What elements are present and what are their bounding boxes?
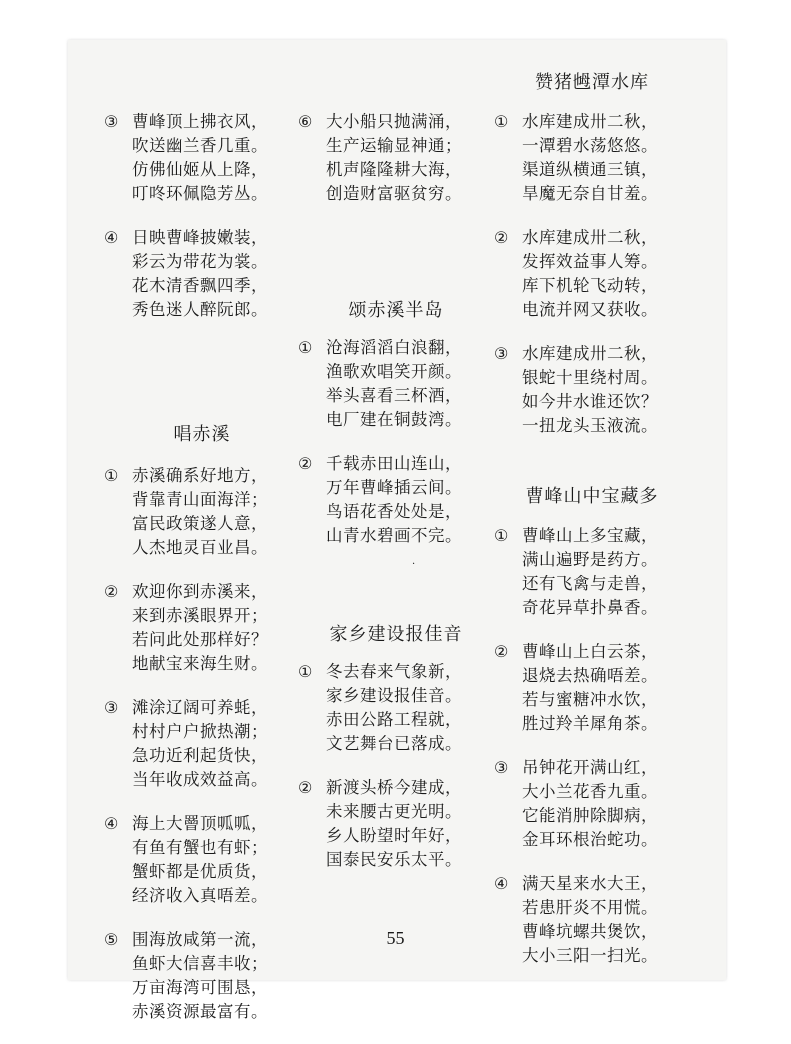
poem-title: 赞猪乸潭水库 (535, 72, 649, 93)
stanza-number: ③ (104, 112, 119, 131)
verse-line: 水库建成卅二秋， (522, 112, 658, 131)
verse-line: 围海放咸第一流， (132, 930, 268, 949)
stanza (102, 110, 302, 206)
verse-line: 花木清香飘四季， (132, 276, 268, 295)
stanza (102, 812, 302, 908)
stanza (102, 580, 302, 676)
verse-line: 千载赤田山连山， (326, 454, 462, 473)
stanza-number: ③ (494, 344, 509, 363)
verse-line: 新渡头桥今建成， (326, 778, 462, 797)
verse-line: 若患肝炎不用慌。 (522, 898, 658, 917)
stanza (296, 660, 496, 756)
stanza-number: ① (494, 526, 509, 545)
column-middle (296, 110, 496, 892)
verse-line: 万年曹峰插云间。 (326, 478, 462, 497)
stanza-number: ② (494, 642, 509, 661)
stanza-number: ② (494, 228, 509, 247)
stanza (102, 696, 302, 792)
verse-line: 有鱼有蟹也有虾； (132, 838, 268, 857)
verse-line: 一潭碧水荡悠悠。 (522, 136, 658, 155)
verse-line: 人杰地灵百业昌。 (132, 538, 268, 557)
stanza-number: ④ (104, 814, 119, 833)
verse-line: 渔歌欢唱笑开颜。 (326, 362, 462, 381)
verse-line: 曹峰顶上拂衣风， (132, 112, 268, 131)
verse-line: 曹峰坑螺共煲饮， (522, 922, 658, 941)
stanza (296, 452, 496, 548)
verse-line: 鸟语花香处处是， (326, 502, 462, 521)
column-right (492, 68, 692, 988)
verse-line: 库下机轮飞动转， (522, 276, 658, 295)
poem-title: 颂赤溪半岛 (348, 300, 444, 321)
verse-line: 赤溪资源最富有。 (132, 1002, 268, 1021)
stray-dot: . (412, 556, 416, 567)
verse-line: 退烧去热确唔差。 (522, 666, 658, 685)
verse-line: 富民政策遂人意， (132, 514, 268, 533)
verse-line: 若问此处那样好？ (132, 630, 268, 649)
verse-line: 未来腰古更光明。 (326, 802, 462, 821)
verse-line: 水库建成卅二秋， (522, 344, 658, 363)
verse-line: 国泰民安乐太平。 (326, 850, 462, 869)
verse-line: 若与蜜糖冲水饮， (522, 690, 658, 709)
stanza (492, 872, 692, 968)
verse-line: 村村户户掀热潮； (132, 722, 268, 741)
verse-line: 创造财富驱贫穷。 (326, 184, 462, 203)
verse-line: 当年收成效益高。 (132, 770, 268, 789)
verse-line: 仿佛仙姬从上降， (132, 160, 268, 179)
stanza (296, 336, 496, 432)
verse-line: 赤溪确系好地方， (132, 466, 268, 485)
verse-line: 满天星来水大王， (522, 874, 658, 893)
verse-line: 背靠青山面海洋； (132, 490, 268, 509)
stanza (492, 756, 692, 852)
verse-line: 奇花异草扑鼻香。 (522, 598, 658, 617)
verse-line: 生产运输显神通； (326, 136, 462, 155)
verse-line: 银蛇十里绕村周。 (522, 368, 658, 387)
stanza (102, 226, 302, 322)
verse-line: 来到赤溪眼界开； (132, 606, 268, 625)
stanza-number: ④ (494, 874, 509, 893)
verse-line: 海上大罾顶呱呱， (132, 814, 268, 833)
stanza-number: ⑥ (298, 112, 313, 131)
verse-line: 经济收入真唔差。 (132, 886, 268, 905)
stanza (492, 226, 692, 322)
verse-line: 日映曹峰披嫩装， (132, 228, 268, 247)
stanza-number: ① (494, 112, 509, 131)
column-left (102, 110, 302, 1044)
stanza-number: ③ (104, 698, 119, 717)
verse-line: 彩云为带花为裳。 (132, 252, 268, 271)
verse-line: 曹峰山上多宝藏， (522, 526, 658, 545)
verse-line: 吹送幽兰香几重。 (132, 136, 268, 155)
stanza-number: ② (298, 778, 313, 797)
stanza (492, 640, 692, 736)
verse-line: 家乡建设报佳音。 (326, 686, 462, 705)
verse-line: 曹峰山上白云茶， (522, 642, 658, 661)
verse-line: 鱼虾大信喜丰收； (132, 954, 268, 973)
verse-line: 蟹虾都是优质货， (132, 862, 268, 881)
stanza-number: ① (104, 466, 119, 485)
verse-line: 滩涂辽阔可养蚝， (132, 698, 268, 717)
verse-line: 发挥效益事人筹。 (522, 252, 658, 271)
stanza-number: ② (298, 454, 313, 473)
verse-line: 胜过羚羊犀角茶。 (522, 714, 658, 733)
verse-line: 它能消肿除脚病， (522, 806, 658, 825)
stanza-number: ① (298, 338, 313, 357)
verse-line: 沧海滔滔白浪翻， (326, 338, 462, 357)
verse-line: 大小船只抛满涌， (326, 112, 462, 131)
verse-line: 叮咚环佩隐芳丛。 (132, 184, 268, 203)
verse-line: 乡人盼望时年好， (326, 826, 462, 845)
verse-line: 吊钟花开满山红， (522, 758, 658, 777)
verse-line: 如今井水谁还饮？ (522, 392, 658, 411)
stanza (492, 342, 692, 438)
stanza (296, 110, 496, 206)
verse-line: 大小兰花香九重。 (522, 782, 658, 801)
poem-title: 唱赤溪 (173, 424, 231, 445)
verse-line: 秀色迷人醉阮郎。 (132, 300, 268, 319)
verse-line: 急功近利起货快， (132, 746, 268, 765)
verse-line: 冬去春来气象新， (326, 662, 462, 681)
verse-line: 还有飞禽与走兽， (522, 574, 658, 593)
stanza (492, 524, 692, 620)
verse-line: 金耳环根治蛇功。 (522, 830, 658, 849)
verse-line: 赤田公路工程就， (326, 710, 462, 729)
page-number: 55 (386, 928, 405, 948)
verse-line: 文艺舞台已落成。 (326, 734, 462, 753)
verse-line: 举头喜看三杯酒， (326, 386, 462, 405)
verse-line: 水库建成卅二秋， (522, 228, 658, 247)
verse-line: 电流并网又获收。 (522, 300, 658, 319)
verse-line: 满山遍野是药方。 (522, 550, 658, 569)
verse-line: 旱魔无奈自甘羞。 (522, 184, 658, 203)
stanza-number: ① (298, 662, 313, 681)
verse-line: 渠道纵横通三镇， (522, 160, 658, 179)
verse-line: 万亩海湾可围恳， (132, 978, 268, 997)
verse-line: 一扭龙头玉液流。 (522, 416, 658, 435)
stanza (492, 110, 692, 206)
stanza-number: ② (104, 582, 119, 601)
stanza (296, 776, 496, 872)
stanza (102, 464, 302, 560)
verse-line: 电厂建在铜鼓湾。 (326, 410, 462, 429)
stanza-number: ③ (494, 758, 509, 777)
verse-line: 地献宝来海生财。 (132, 654, 268, 673)
stanza-number: ④ (104, 228, 119, 247)
verse-line: 欢迎你到赤溪来， (132, 582, 268, 601)
poem-title: 曹峰山中宝藏多 (525, 486, 659, 507)
stanza-number: ⑤ (104, 930, 119, 949)
poem-title: 家乡建设报佳音 (329, 624, 463, 645)
verse-line: 机声隆隆耕大海， (326, 160, 462, 179)
verse-line: 大小三阳一扫光。 (522, 946, 658, 965)
verse-line: 山青水碧画不完。 (326, 526, 462, 545)
